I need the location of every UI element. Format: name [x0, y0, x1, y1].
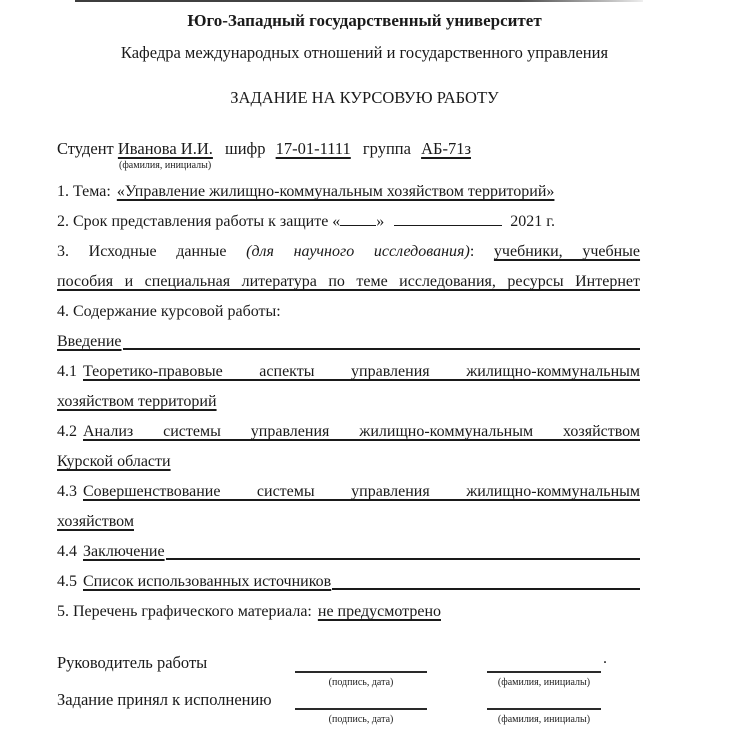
student-label: Студент	[57, 139, 114, 158]
section41-line2	[57, 387, 640, 417]
student-name-value: Иванова И.И.	[117, 139, 213, 158]
code-label: шифр	[225, 139, 266, 158]
item5-value: не предусмотрено	[317, 603, 441, 620]
item1-prefix: 1. Тема:	[57, 183, 111, 200]
section43-line2	[57, 507, 640, 537]
accepted-signature-caption: (подпись, дата)	[328, 714, 394, 725]
accepted-label: Задание принял к исполнению	[57, 690, 272, 709]
section43-number: 4.3	[57, 483, 77, 500]
section42-title-part1: Анализ системы управления жилищно-коммунальным хозяйством	[83, 423, 640, 440]
section44-label: Заключение	[83, 543, 165, 560]
section45-label: Список использованных источников	[83, 573, 332, 590]
item1-topic-line	[57, 177, 640, 207]
item2-year: 2021 г.	[510, 213, 556, 230]
month-blank-field	[394, 212, 502, 226]
supervisor-label: Руководитель работы	[57, 653, 208, 672]
section42-line2	[57, 447, 640, 477]
item2-deadline-line	[57, 207, 640, 237]
intro-fill-line	[123, 327, 641, 350]
code-value: 17-01-1111	[275, 139, 351, 158]
item3-colon: :	[469, 243, 475, 260]
section41-line1	[57, 357, 640, 387]
item1-topic-value: «Управление жилищно-коммунальным хозяйством территорий»	[116, 183, 555, 200]
day-blank-field	[340, 212, 376, 226]
intro-label: Введение	[57, 333, 122, 350]
item3-source-data-line2	[57, 267, 640, 297]
page-top-edge-line	[75, 0, 643, 2]
accepted-name-caption: (фамилия, инициалы)	[497, 714, 591, 725]
section43-title-part1: Совершенствование системы управления жилищно-коммунальным	[83, 483, 640, 500]
section42-number: 4.2	[57, 423, 77, 440]
item4-contents-label	[57, 297, 640, 327]
supervisor-name-caption: (фамилия, инициалы)	[497, 677, 591, 688]
item3-source-data-line1	[57, 237, 640, 267]
student-line	[57, 139, 657, 159]
supervisor-signature-caption: (подпись, дата)	[328, 677, 394, 688]
item2-prefix: 2. Срок представления работы к защите «	[57, 213, 341, 230]
section45-fill-line	[332, 567, 640, 590]
accepted-name-field	[487, 694, 601, 710]
section45-number: 4.5	[57, 573, 77, 590]
section44-number: 4.4	[57, 543, 77, 560]
section43-title-part2: хозяйством	[57, 513, 134, 530]
section44-fill-line	[166, 537, 640, 560]
supervisor-name-field	[487, 657, 601, 673]
accepted-signature-field	[295, 694, 427, 710]
item3-value-part1: учебники, учебные	[493, 243, 641, 260]
assignment-body	[57, 177, 640, 627]
item5-graphics-line	[57, 597, 640, 627]
item2-close-quote: »	[376, 213, 385, 230]
supervisor-line-period: .	[603, 650, 607, 667]
document-title: ЗАДАНИЕ НА КУРСОВУЮ РАБОТУ	[230, 88, 499, 107]
item5-prefix: 5. Перечень графического материала:	[57, 603, 312, 620]
section41-title-part1: Теоретико-правовые аспекты управления жилищно-коммунальным	[83, 363, 640, 380]
group-label: группа	[362, 139, 411, 158]
item4-text: 4. Содержание курсовой работы:	[57, 303, 281, 320]
item3-value-part2: пособия и специальная литература по теме исследования, ресурсы Интернет	[57, 273, 640, 290]
section44-line	[57, 537, 640, 567]
section42-title-part2: Курской области	[57, 453, 171, 470]
section42-line1	[57, 417, 640, 447]
item3-prefix: 3. Исходные данные	[57, 243, 227, 260]
section43-line1	[57, 477, 640, 507]
section41-title-part2: хозяйством территорий	[57, 393, 217, 410]
university-name: Юго-Западный государственный университет	[187, 11, 542, 30]
intro-line	[57, 327, 640, 357]
department-name: Кафедра международных отношений и государственного управления	[120, 43, 609, 62]
student-name-caption: (фамилия, инициалы)	[119, 160, 212, 171]
section41-number: 4.1	[57, 363, 77, 380]
item3-italic-note: (для научного исследования)	[246, 243, 470, 260]
group-value: АБ-71з	[421, 139, 471, 158]
section45-line	[57, 567, 640, 597]
supervisor-signature-field	[295, 657, 427, 673]
